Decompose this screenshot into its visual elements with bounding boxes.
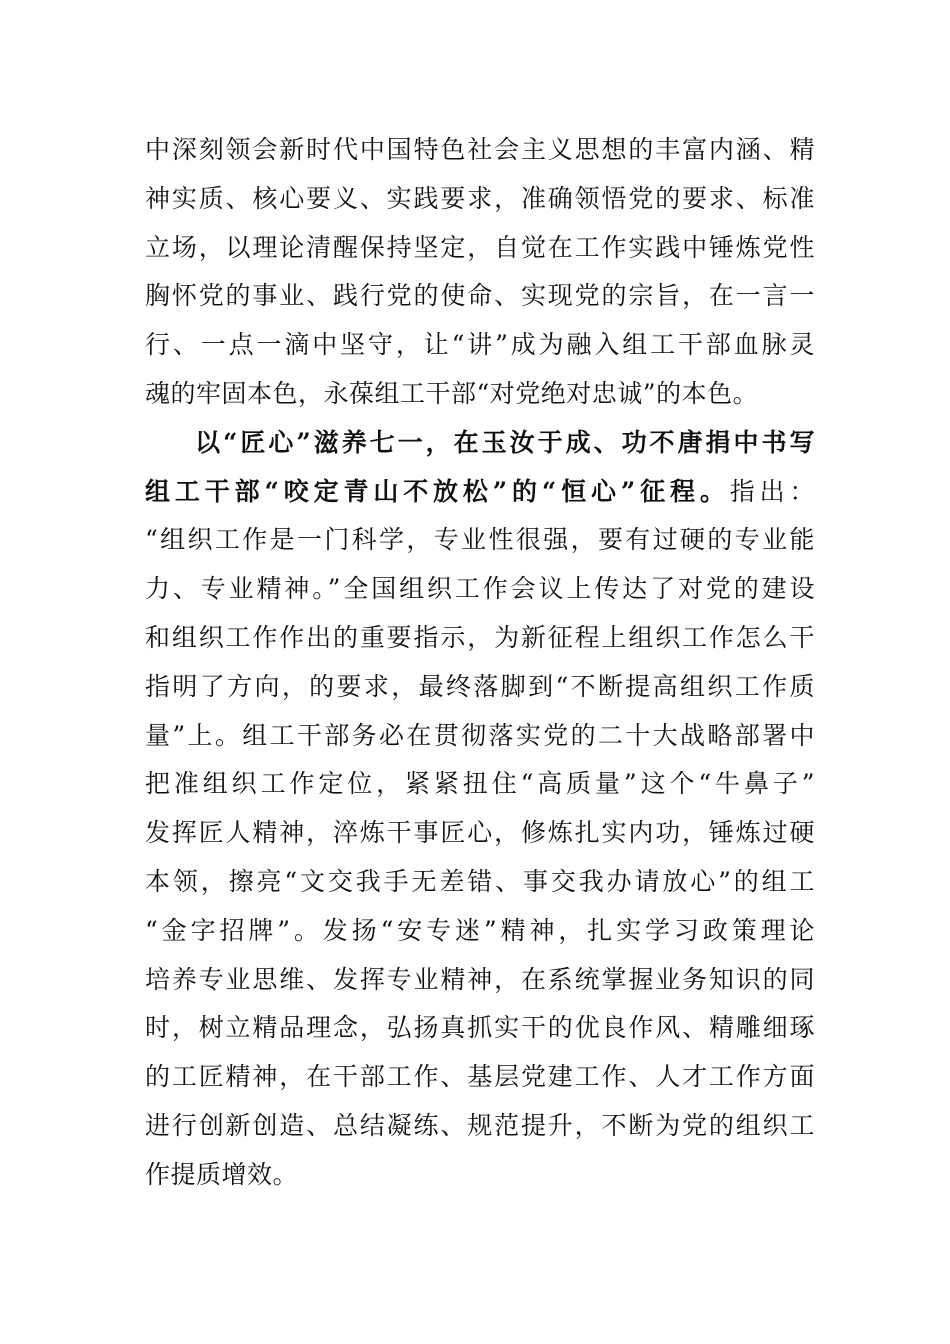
text-line: 力、专业精神。”全国组织工作会议上传达了对党的建设 xyxy=(145,574,815,604)
text-line: 作提质增效。 xyxy=(145,1159,299,1189)
text-line: “组织工作是一门科学，专业性很强，要有过硬的专业能 xyxy=(145,525,815,555)
heading-line: 以“匠心”滋养七一，在玉汝于成、功不唐捐中书写 xyxy=(195,427,815,457)
text-line: 魂的牢固本色，永葆组工干部“对党绝对忠诚”的本色。 xyxy=(145,378,759,408)
text-line: 发挥匠人精神，淬炼干事匠心，修炼扎实内功，锤炼过硬 xyxy=(145,818,815,848)
text-line: 立场，以理论清醒保持坚定，自觉在工作实践中锤炼党性 xyxy=(145,232,815,262)
text-line: 时，树立精品理念，弘扬真抓实干的优良作风、精雕细琢 xyxy=(145,1013,815,1043)
text-line: 行、一点一滴中坚守，让“讲”成为融入组工干部血脉灵 xyxy=(145,330,815,360)
text-line: 神实质、核心要义、实践要求，准确领悟党的要求、标准 xyxy=(145,183,815,213)
heading-bold-run: 组工干部“咬定青山不放松”的“恒心”征程。 xyxy=(145,476,730,506)
text-line: 把准组织工作定位，紧紧扭住“高质量”这个“牛鼻子” xyxy=(145,769,815,799)
text-line: 进行创新创造、总结凝练、规范提升，不断为党的组织工 xyxy=(145,1110,815,1140)
text-line: 胸怀党的事业、践行党的使命、实现党的宗旨，在一言一 xyxy=(145,281,815,311)
text-line: 和组织工作作出的重要指示，为新征程上组织工作怎么干 xyxy=(145,622,815,652)
heading-normal-run: 指出： xyxy=(729,476,815,506)
body-text xyxy=(145,126,815,1200)
text-line: 的工匠精神，在干部工作、基层党建工作、人才工作方面 xyxy=(145,1062,815,1092)
paragraph-2 xyxy=(145,419,815,1200)
text-line: 量”上。组工干部务必在贯彻落实党的二十大战略部署中 xyxy=(145,720,815,750)
text-line: 指明了方向，的要求，最终落脚到“不断提高组织工作质 xyxy=(145,671,815,701)
heading-line-mixed xyxy=(145,468,815,517)
text-line: 本领，擦亮“文交我手无差错、事交我办请放心”的组工 xyxy=(145,866,815,896)
text-line: 中深刻领会新时代中国特色社会主义思想的丰富内涵、精 xyxy=(145,135,815,164)
paragraph-1 xyxy=(145,126,815,419)
text-line: 培养专业思维、发挥专业精神，在系统掌握业务知识的同 xyxy=(145,964,815,994)
text-line: “金字招牌”。发扬“安专迷”精神，扎实学习政策理论 xyxy=(145,915,815,945)
